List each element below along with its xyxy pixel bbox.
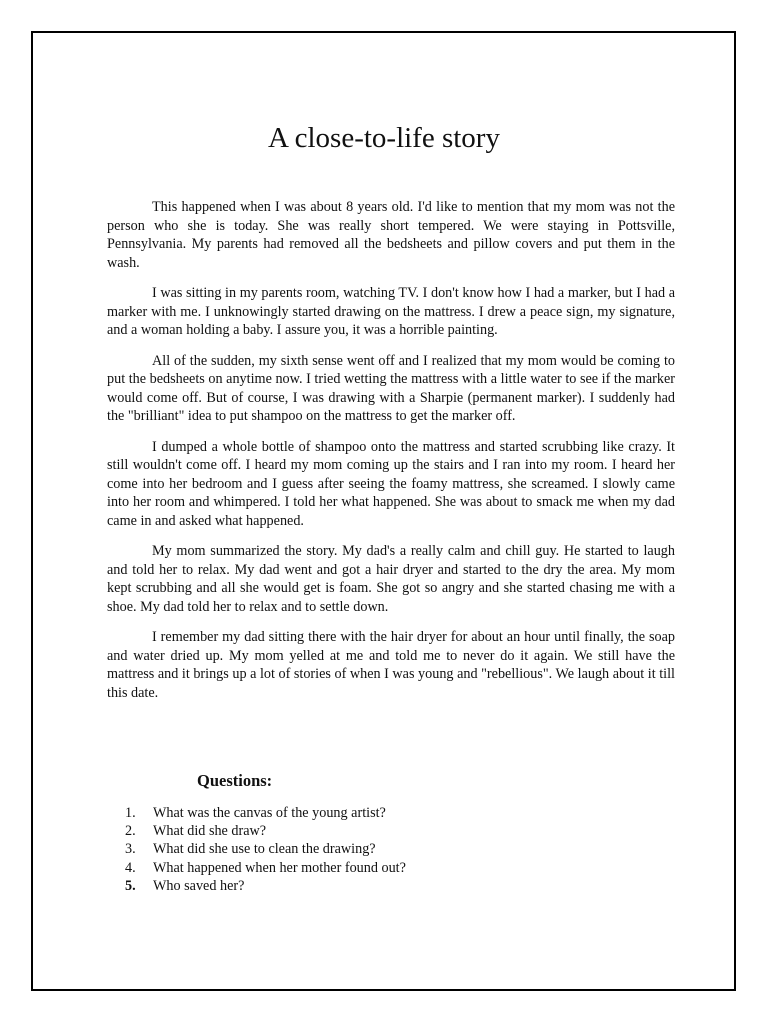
page-title: A close-to-life story: [268, 122, 500, 154]
question-text: What did she draw?: [153, 823, 267, 840]
question-number: 2.: [125, 823, 136, 840]
questions-heading: Questions:: [197, 771, 273, 790]
story-paragraph-2: I was sitting in my parents room, watching TV. I don't know how I had a marker, but I had a marker with me. I unknowingly started drawing on the mattress. I drew a peace sign, my signature, and a woman holding a baby. I assure you, it was a horrible painting.: [107, 285, 675, 338]
question-item-5: [125, 877, 406, 895]
question-number: 3.: [125, 841, 136, 858]
question-text: Who saved her?: [153, 877, 245, 894]
story-paragraph-3: All of the sudden, my sixth sense went off and I realized that my mom would be coming to put the bedsheets on anytime now. I tried wetting the mattress with a little water to see if the marker would come off. But of course, I was drawing with a Sharpie (permanent marker). I suddenly had the "brilliant" idea to put shampoo on the mattress to get the marker off.: [107, 352, 675, 424]
question-text: What did she use to clean the drawing?: [153, 841, 376, 858]
question-number: 4.: [125, 859, 136, 876]
story-paragraph-6: I remember my dad sitting there with the hair dryer for about an hour until finally, the soap and water dried up. My mom yelled at me and told me to never do it again. We still have the mattress and it brings up a lot of stories of when I was young and "rebellious". We laugh about it till this date.: [107, 629, 675, 701]
question-item-1: [125, 804, 406, 822]
question-item-4: [125, 859, 406, 877]
question-text: What happened when her mother found out?: [153, 859, 406, 876]
story-paragraph-4: I dumped a whole bottle of shampoo onto the mattress and started scrubbing like crazy. It still wouldn't come off. I heard my mom coming up the stairs and I ran into my room. I heard her come into her bedroom and I guess after seeing the foamy mattress, she screamed. I slowly came into her room and whimpered. I told her what happened. She was about to smack me when my dad came in and asked what happened.: [107, 438, 675, 529]
question-number: 1.: [125, 805, 136, 821]
story-body: [107, 198, 675, 714]
story-paragraph-1: This happened when I was about 8 years old. I'd like to mention that my mom was not the person who she is today. She was really short tempered. We were staying in Pottsville, Pennsylvania. My parents had removed all the bedsheets and pillow covers and put them in the wash.: [107, 199, 675, 271]
questions-list: [125, 804, 406, 895]
question-item-2: [125, 822, 406, 840]
story-paragraph-5: My mom summarized the story. My dad's a really calm and chill guy. He started to laugh and told her to relax. My dad went and got a hair dryer and started to the dry the area. My mom kept scrubbing and all she would get is foam. She got so angry and she started chasing me with a shoe. My dad told her to relax and to settle down.: [107, 543, 675, 615]
question-text: What was the canvas of the young artist?: [153, 805, 386, 821]
question-number: 5.: [125, 877, 136, 894]
question-item-3: [125, 840, 406, 858]
